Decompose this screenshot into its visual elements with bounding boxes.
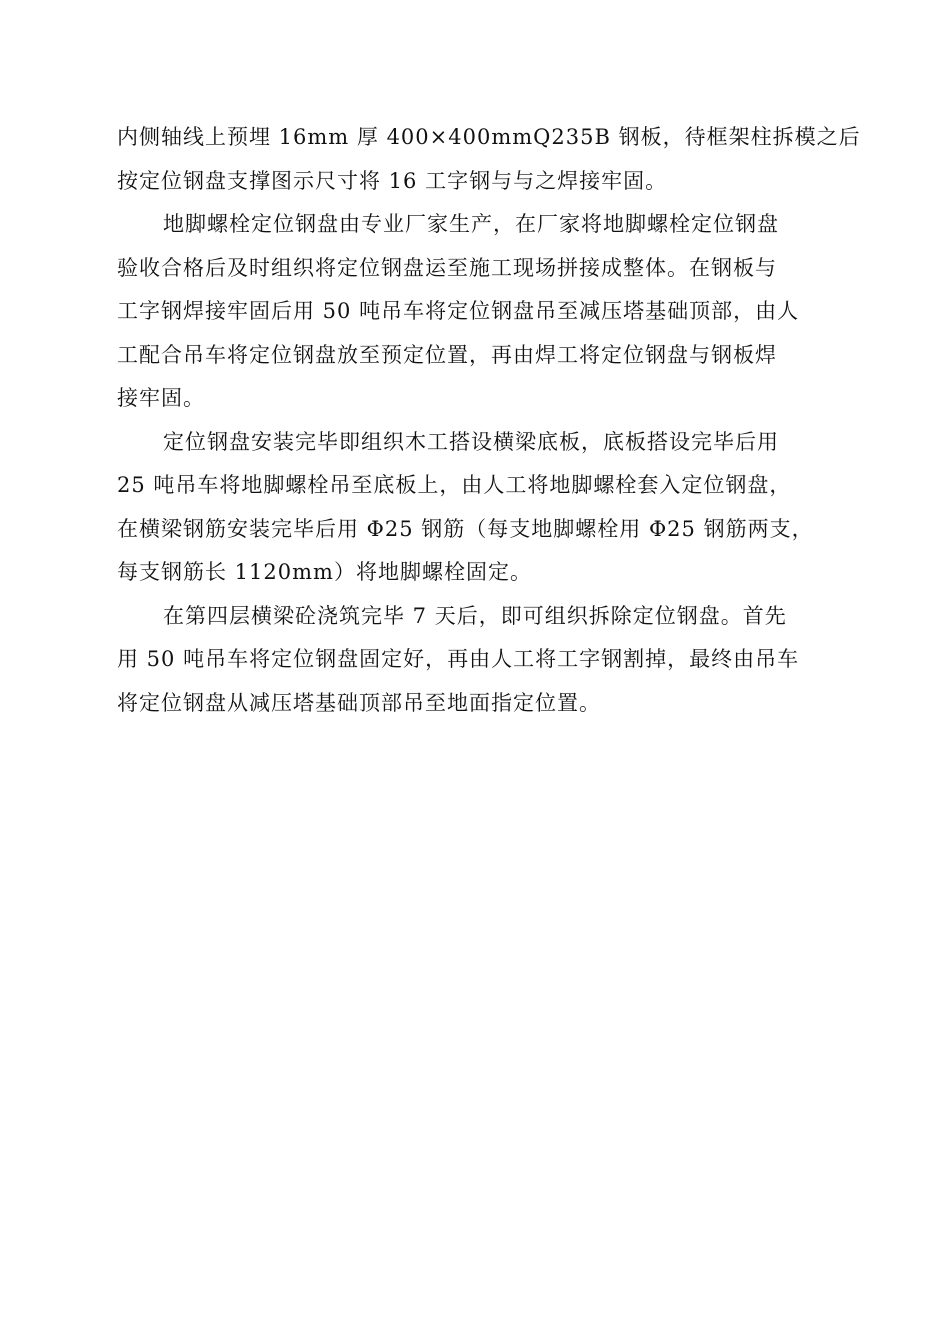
body-text xyxy=(117,116,859,725)
paragraph-4 xyxy=(117,595,859,726)
paragraph-2 xyxy=(117,203,859,421)
text-line: 25 吨吊车将地脚螺栓吊至底板上，由人工将地脚螺栓套入定位钢盘， xyxy=(117,473,792,497)
text-line: 验收合格后及时组织将定位钢盘运至施工现场拼接成整体。在钢板与 xyxy=(117,255,777,280)
text-line: 定位钢盘安装完毕即组织木工搭设横梁底板，底板搭设完毕后用 xyxy=(163,429,779,454)
text-line: 每支钢筋长 1120mm）将地脚螺栓固定。 xyxy=(117,560,532,584)
text-line: 在横梁钢筋安装完毕后用 Φ25 钢筋（每支地脚螺栓用 Φ25 钢筋两支， xyxy=(117,516,814,541)
paragraph-3 xyxy=(117,421,859,595)
text-line: 按定位钢盘支撑图示尺寸将 16 工字钢与与之焊接牢固。 xyxy=(117,168,668,193)
text-line: 工配合吊车将定位钢盘放至预定位置，再由焊工将定位钢盘与钢板焊 xyxy=(117,342,777,367)
text-line: 用 50 吨吊车将定位钢盘固定好，再由人工将工字钢割掉，最终由吊车 xyxy=(117,647,800,671)
text-line: 工字钢焊接牢固后用 50 吨吊车将定位钢盘吊至减压塔基础顶部，由人 xyxy=(117,299,800,323)
text-line: 接牢固。 xyxy=(117,386,205,410)
text-line: 将定位钢盘从减压塔基础顶部吊至地面指定位置。 xyxy=(117,690,601,715)
paragraph-1 xyxy=(117,116,859,203)
text-line: 内侧轴线上预埋 16mm 厚 400×400mmQ235B 钢板，待框架柱拆模之后 xyxy=(117,125,861,149)
text-line: 在第四层横梁砼浇筑完毕 7 天后，即可组织拆除定位钢盘。首先 xyxy=(163,603,787,628)
text-line: 地脚螺栓定位钢盘由专业厂家生产，在厂家将地脚螺栓定位钢盘 xyxy=(163,212,779,236)
